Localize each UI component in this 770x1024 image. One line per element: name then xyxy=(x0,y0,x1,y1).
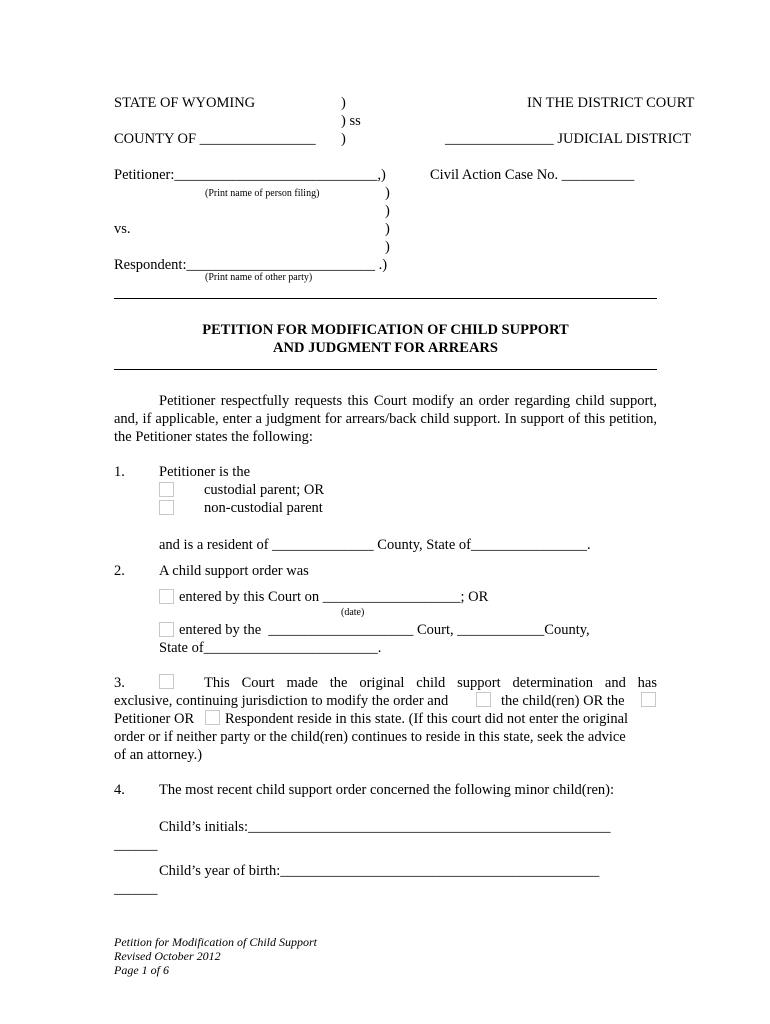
state-label: STATE OF WYOMING xyxy=(114,95,256,111)
respondent-hint: (Print name of other party) xyxy=(205,272,313,283)
petitioner-hint: (Print name of person filing) xyxy=(205,188,320,199)
caption-paren: ) xyxy=(385,221,390,237)
ss-label: ) ss xyxy=(341,113,361,129)
page-title: PETITION FOR MODIFICATION OF CHILD SUPPORT xyxy=(202,322,569,338)
page-number: Page 1 of 6 xyxy=(114,963,169,977)
custodial-checkbox[interactable] xyxy=(159,482,174,497)
caption-paren: ) xyxy=(385,239,390,255)
caption-paren: ) xyxy=(341,95,346,111)
item3-line3a: Petitioner OR xyxy=(114,711,195,727)
item4-text: The most recent child support order concerned the following minor child(ren): xyxy=(159,782,614,798)
caption-paren: ) xyxy=(341,131,346,147)
item1-text: Petitioner is the xyxy=(159,464,251,480)
item-number: 4. xyxy=(114,782,125,798)
court-label: IN THE DISTRICT COURT xyxy=(527,95,695,111)
entered-this-court-checkbox[interactable] xyxy=(159,589,174,604)
other-court-field[interactable]: entered by the ____________________ Court, ____________County, xyxy=(179,622,590,638)
item2-text: A child support order was xyxy=(159,563,309,579)
child-birth-continuation: ______ xyxy=(114,881,158,897)
item3-line3b: Respondent reside in this state. (If this court did not enter the original xyxy=(225,711,629,727)
item-number: 1. xyxy=(114,464,125,480)
original-determination-checkbox[interactable] xyxy=(159,674,174,689)
caption-paren: ) xyxy=(385,203,390,219)
divider xyxy=(114,369,657,370)
children-reside-checkbox[interactable] xyxy=(476,692,491,707)
state-field[interactable]: State of________________________. xyxy=(159,640,382,656)
item3-line1: This Court made the original child support determination and has xyxy=(204,675,657,691)
respondent-field[interactable]: Respondent:__________________________ .) xyxy=(114,257,388,273)
district-field[interactable]: _______________ JUDICIAL DISTRICT xyxy=(445,131,691,147)
entered-date-field[interactable]: entered by this Court on ___________________; OR xyxy=(179,589,489,605)
item-number: 3. xyxy=(114,675,125,691)
vs-label: vs. xyxy=(114,221,131,237)
child-initials-field[interactable]: Child’s initials:__________________________________________________ xyxy=(159,819,611,835)
custodial-label: custodial parent; OR xyxy=(204,482,325,498)
civil-action-field[interactable]: Civil Action Case No. __________ xyxy=(430,167,635,183)
date-hint: (date) xyxy=(341,607,365,618)
footer-title: Petition for Modification of Child Support xyxy=(114,935,317,949)
child-birth-year-field[interactable]: Child’s year of birth:____________________________________________ xyxy=(159,863,600,879)
item3-line2b: the child(ren) OR the xyxy=(501,693,625,709)
child-initials-continuation: ______ xyxy=(114,837,158,853)
entered-other-court-checkbox[interactable] xyxy=(159,622,174,637)
caption-paren: ) xyxy=(385,185,390,201)
county-field[interactable]: COUNTY OF ________________ xyxy=(114,131,316,147)
petitioner-reside-checkbox[interactable] xyxy=(641,692,656,707)
divider xyxy=(114,298,657,299)
respondent-reside-checkbox[interactable] xyxy=(205,710,220,725)
non-custodial-label: non-custodial parent xyxy=(204,500,323,516)
intro-paragraph: Petitioner respectfully requests this Court modify an order regarding child support, and, if applicable, enter a judgment for arrears/back child support. In support of this petition, the Petitioner states the following: xyxy=(114,393,657,445)
item3-line4: order or if neither party or the child(ren) continues to reside in this state, seek the advice xyxy=(114,729,626,745)
footer-revision: Revised October 2012 xyxy=(114,949,221,963)
item-number: 2. xyxy=(114,563,125,579)
non-custodial-checkbox[interactable] xyxy=(159,500,174,515)
resident-field[interactable]: and is a resident of ______________ County, State of________________. xyxy=(159,537,591,553)
page-subtitle: AND JUDGMENT FOR ARREARS xyxy=(273,340,498,356)
item3-line5: of an attorney.) xyxy=(114,747,203,763)
petitioner-field[interactable]: Petitioner:____________________________,) xyxy=(114,167,386,183)
item3-line2a: exclusive, continuing jurisdiction to modify the order and xyxy=(114,693,449,709)
